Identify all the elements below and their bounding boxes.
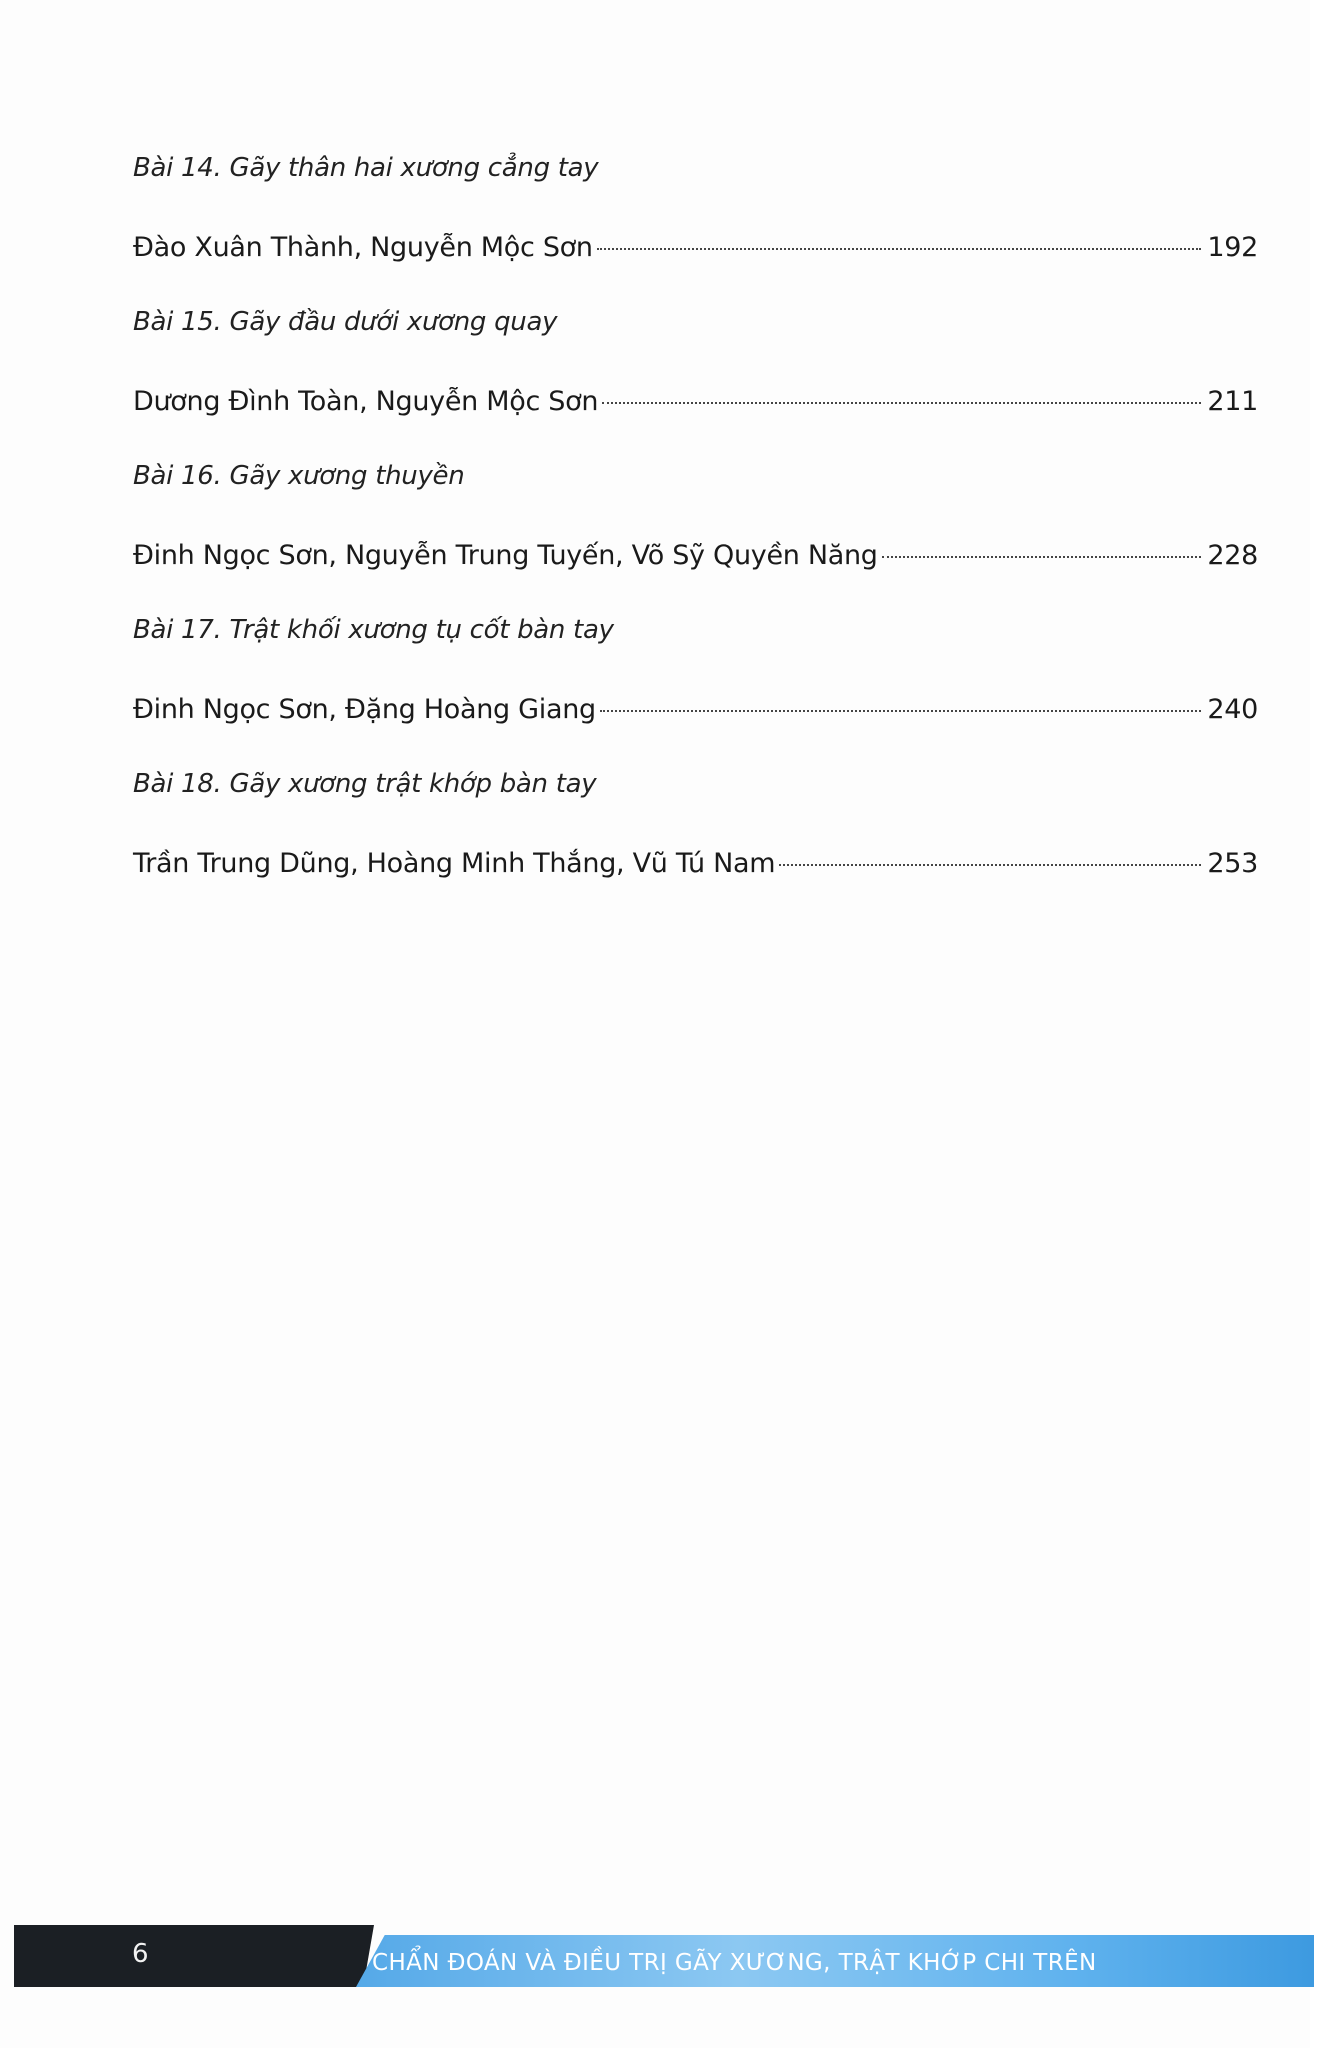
author-line — [133, 844, 1258, 884]
page-number: 253 — [1207, 848, 1258, 879]
lesson-title: Bài 18. Gãy xương trật khớp bàn tay — [133, 769, 597, 799]
toc-entry-17 — [133, 610, 1258, 730]
footer-dark-band — [14, 1925, 374, 1987]
authors: Đào Xuân Thành, Nguyễn Mộc Sơn — [133, 232, 593, 263]
footer-page-number: 6 — [132, 1939, 149, 1969]
table-of-contents — [133, 140, 1258, 918]
author-line — [133, 228, 1258, 268]
page-footer — [0, 1925, 1331, 1990]
footer-book-title: CHẨN ĐOÁN VÀ ĐIỀU TRỊ GÃY XƯƠNG, TRẬT KHỚP CHI TRÊN — [372, 1950, 1097, 1976]
authors: Dương Đình Toàn, Nguyễn Mộc Sơn — [133, 386, 599, 417]
dot-leader — [600, 710, 1201, 712]
dot-leader — [597, 248, 1202, 250]
dot-leader — [882, 556, 1202, 558]
lesson-title: Bài 16. Gãy xương thuyền — [133, 461, 465, 491]
lesson-title: Bài 14. Gãy thân hai xương cẳng tay — [133, 153, 599, 183]
lesson-title: Bài 15. Gãy đầu dưới xương quay — [133, 307, 558, 337]
toc-entry-15 — [133, 302, 1258, 422]
dot-leader — [779, 864, 1201, 866]
author-line — [133, 382, 1258, 422]
page-number: 240 — [1207, 694, 1258, 725]
page-number: 228 — [1207, 540, 1258, 571]
toc-entry-18 — [133, 764, 1258, 884]
toc-entry-16 — [133, 456, 1258, 576]
authors: Đinh Ngọc Sơn, Đặng Hoàng Giang — [133, 694, 596, 725]
toc-entry-14 — [133, 148, 1258, 268]
dot-leader — [602, 402, 1201, 404]
lesson-title: Bài 17. Trật khối xương tụ cốt bàn tay — [133, 615, 614, 645]
page-number: 211 — [1207, 386, 1258, 417]
author-line — [133, 690, 1258, 730]
authors: Đinh Ngọc Sơn, Nguyễn Trung Tuyến, Võ Sỹ Quyền Năng — [133, 540, 878, 571]
page-number: 192 — [1207, 232, 1258, 263]
author-line — [133, 536, 1258, 576]
authors: Trần Trung Dũng, Hoàng Minh Thắng, Vũ Tú Nam — [133, 848, 776, 879]
